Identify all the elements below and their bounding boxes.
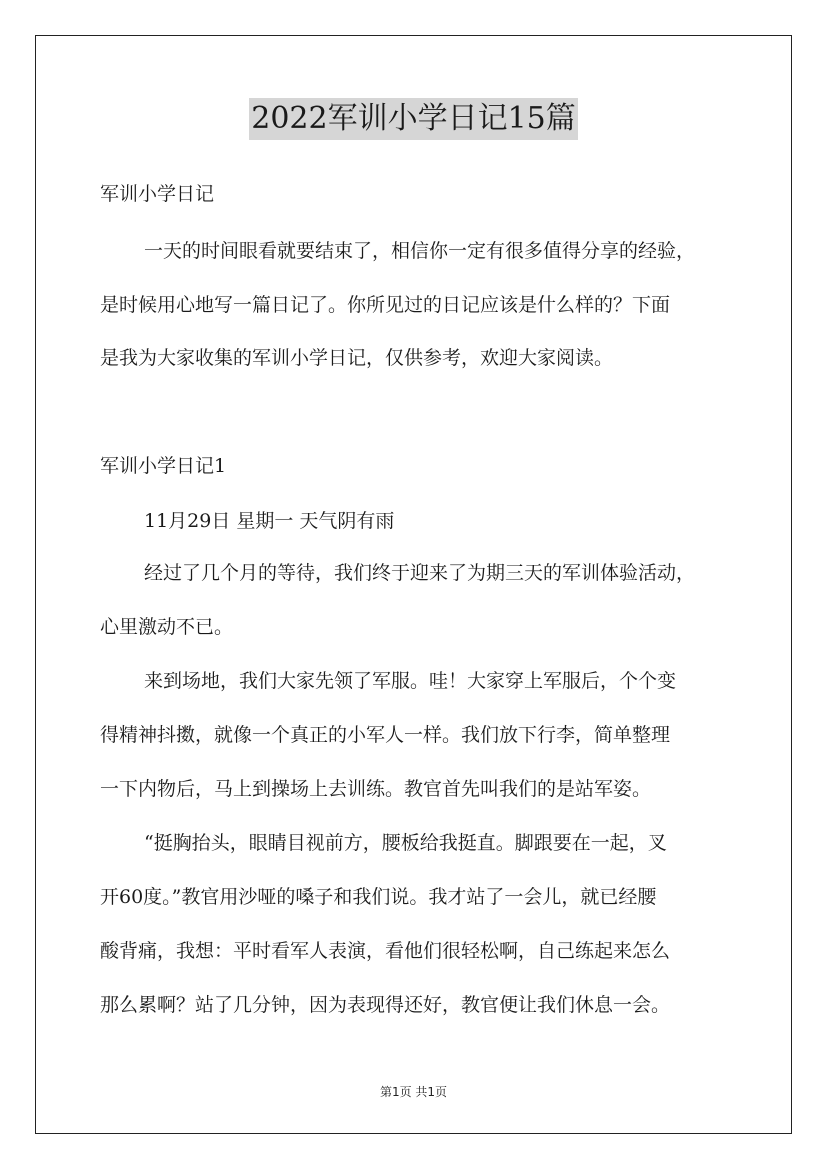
intro-line-2: 是时候用心地写一篇日记了。你所见过的日记应该是什么样的？下面	[100, 294, 671, 316]
document-title: 2022军训小学日记15篇	[249, 98, 578, 140]
paragraph-2-line-2: 得精神抖擞，就像一个真正的小军人一样。我们放下行李，简单整理	[100, 724, 671, 746]
date-line: 11月29日 星期一 天气阴有雨	[144, 510, 395, 532]
paragraph-3-line-4: 那么累啊？站了几分钟，因为表现得还好，教官便让我们休息一会。	[100, 994, 671, 1016]
intro-heading: 军训小学日记	[100, 183, 215, 205]
paragraph-3-line-3: 酸背痛，我想：平时看军人表演，看他们很轻松啊，自己练起来怎么	[100, 940, 671, 962]
paragraph-2-line-3: 一下内物后，马上到操场上去训练。教官首先叫我们的是站军姿。	[100, 778, 652, 800]
paragraph-1-line-2: 心里激动不已。	[100, 616, 234, 638]
paragraph-1-line-1: 经过了几个月的等待，我们终于迎来了为期三天的军训体验活动，	[144, 562, 696, 584]
document-title-wrapper	[0, 98, 827, 140]
paragraph-3-line-2: 开60度。”教官用沙哑的嗓子和我们说。我才站了一会儿，就已经腰	[100, 886, 657, 908]
section-heading: 军训小学日记1	[100, 455, 227, 477]
page-footer: 第1页 共1页	[379, 1085, 448, 1099]
intro-line-1: 一天的时间眼看就要结束了，相信你一定有很多值得分享的经验，	[144, 240, 696, 262]
paragraph-2-line-1: 来到场地，我们大家先领了军服。哇！大家穿上军服后，个个变	[144, 670, 677, 692]
intro-line-3: 是我为大家收集的军训小学日记，仅供参考，欢迎大家阅读。	[100, 347, 614, 369]
paragraph-3-line-1: “挺胸抬头，眼睛目视前方，腰板给我挺直。脚跟要在一起，叉	[144, 832, 667, 854]
